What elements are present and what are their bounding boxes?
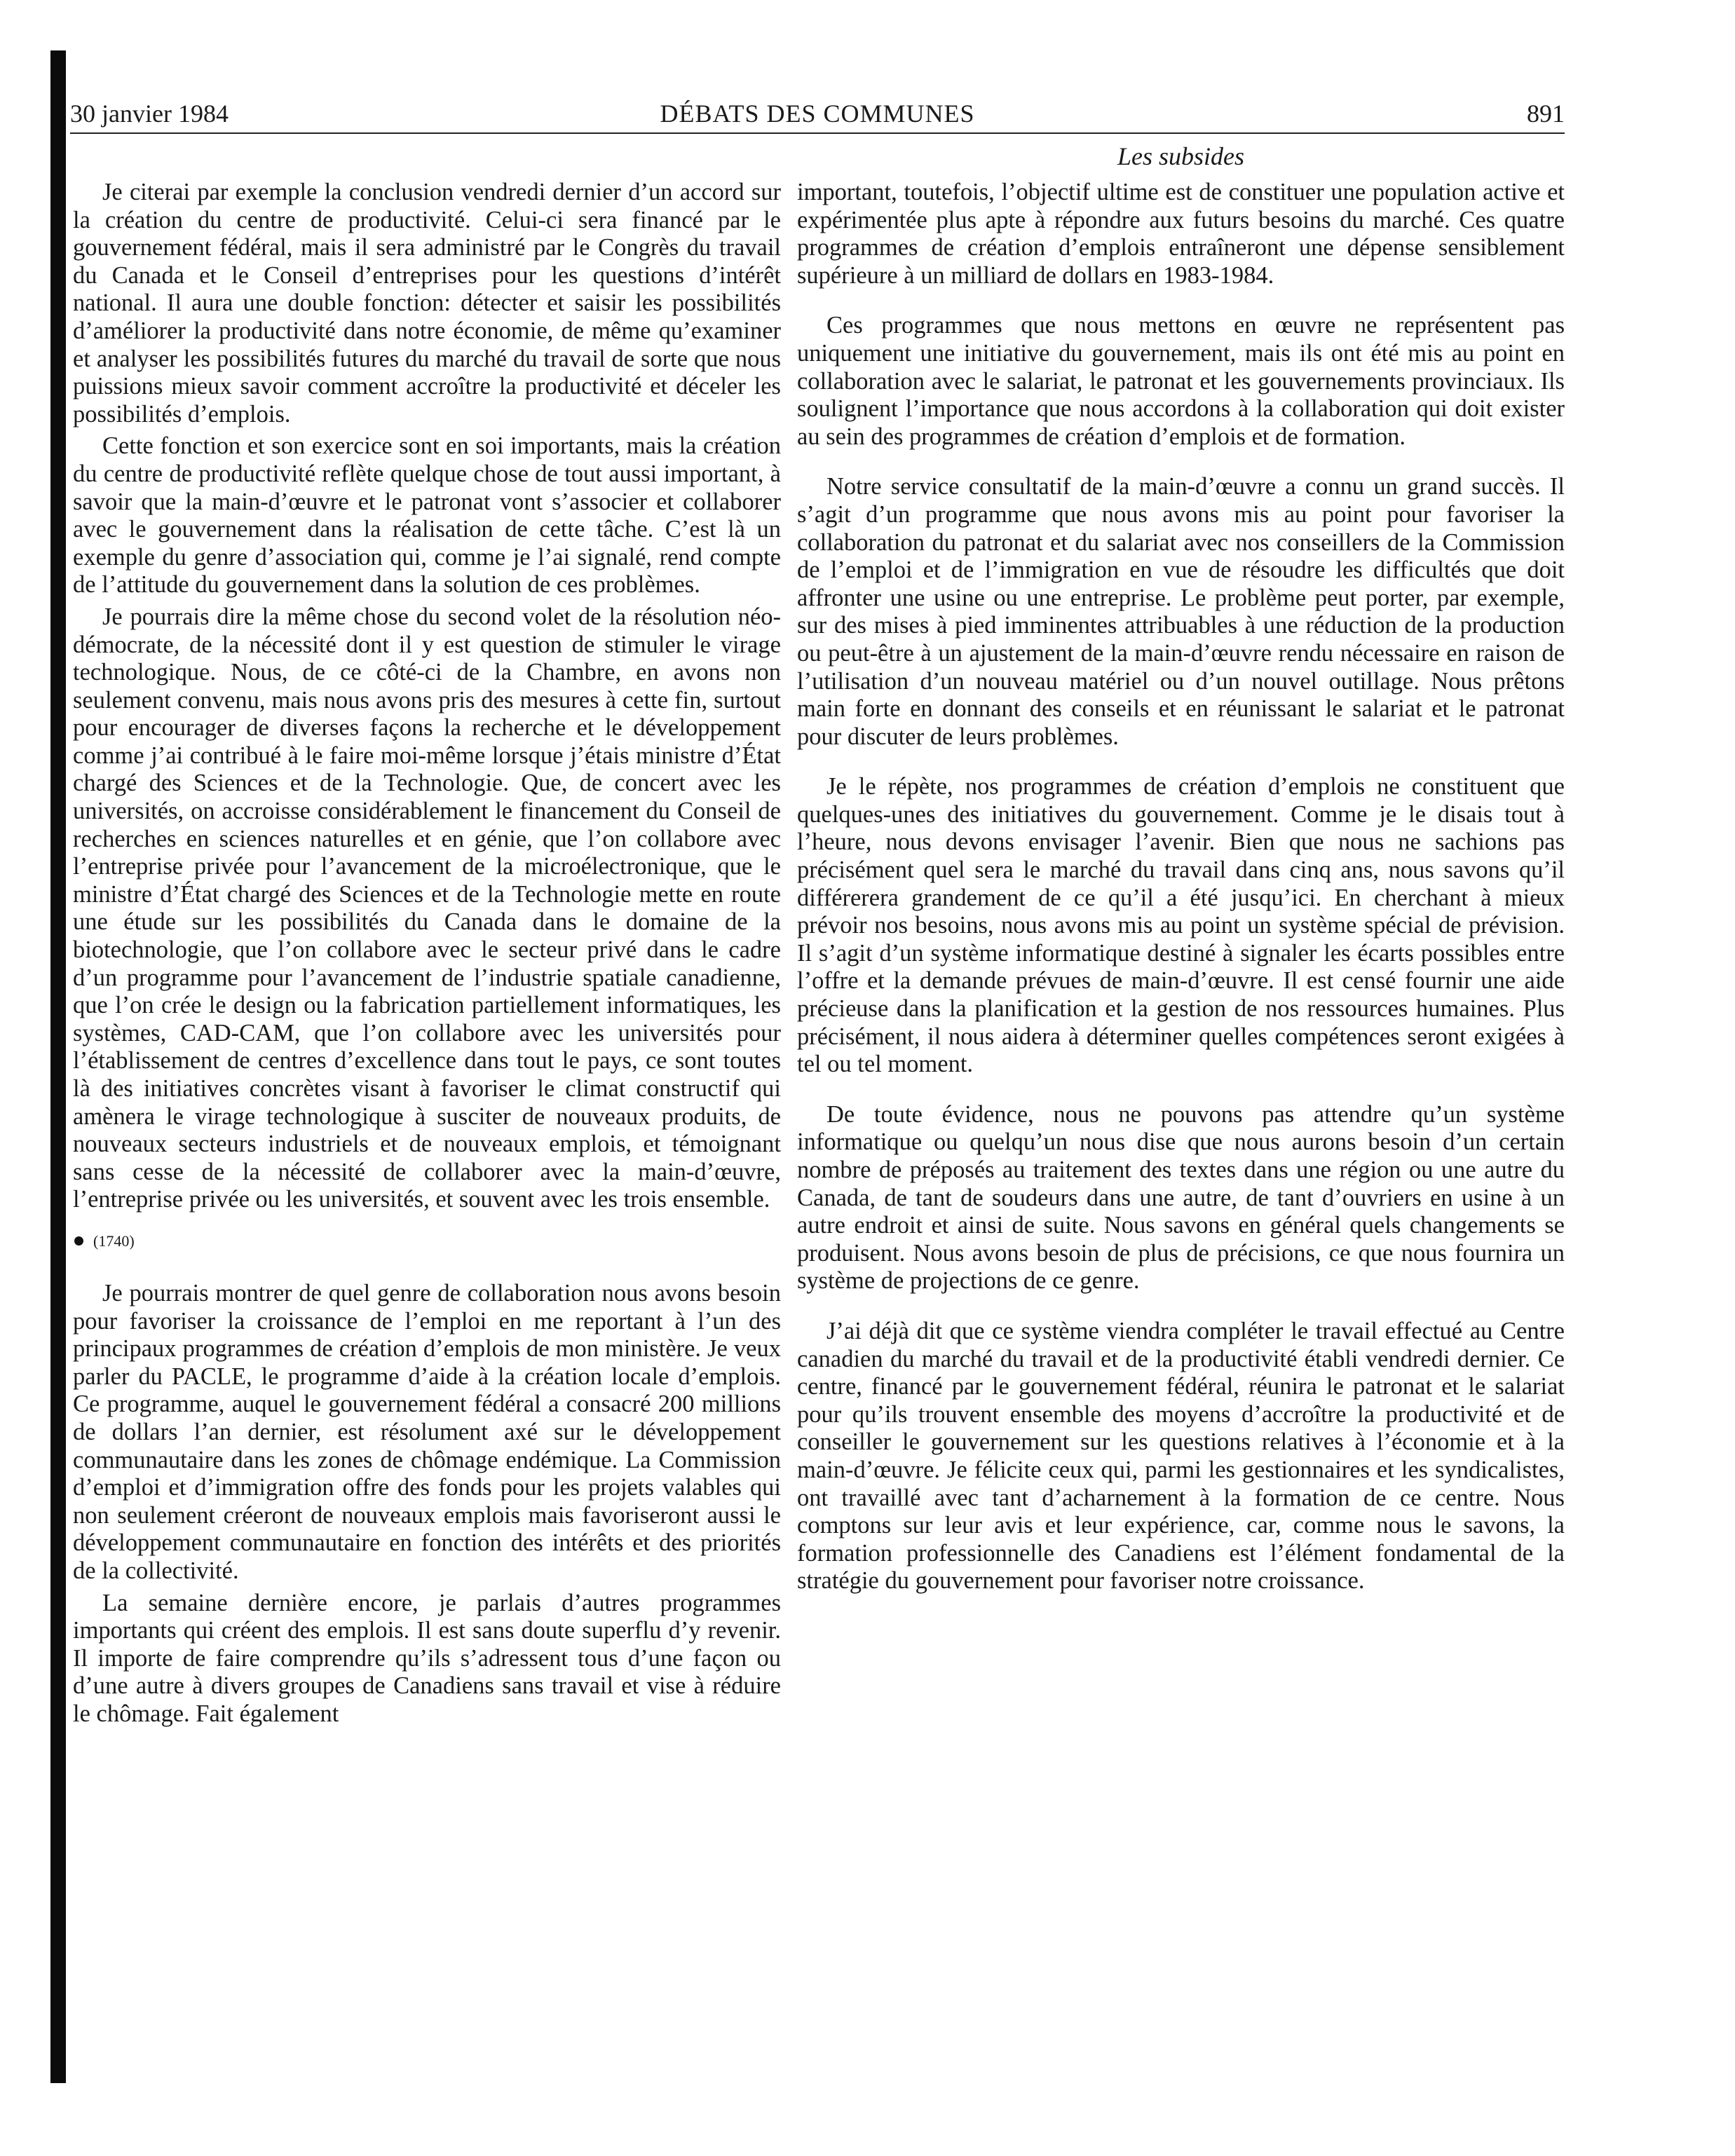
paragraph: Je citerai par exemple la conclusion vendredi dernier d’un accord sur la création du centre de productivité. Celui-ci sera financé par le gouvernement fédéral, mais il sera administré par le Congrès du travail du Canada et le Conseil d’entreprises pour les questions d’intérêt national. Il aura une double fonction: détecter et saisir les possibilités d’améliorer la productivité dans notre économie, de même qu’examiner et analyser les possibilités futures du marché du travail de sorte que nous puissions mieux savoir comment accroître la productivité et déceler les possibilités d’emplois. xyxy=(73,179,781,428)
header-date: 30 janvier 1984 xyxy=(70,100,229,128)
paragraph: Je pourrais dire la même chose du second volet de la résolution néo-démocrate, de la nécessité dont il y est question de stimuler le virage technologique. Nous, de ce côté-ci de la Chambre, en avons non seulement convenu, mais nous avons pris des mesures à cette fin, surtout pour encourager de diverses façons la recherche et le développement comme j’ai contribué à le faire moi-même lorsque j’étais ministre d’État chargé des Sciences et de la Technologie. Que, de concert avec les universités, on accroisse considérablement le financement du Conseil de recherches en sciences naturelles et en génie, que l’on collabore avec l’entreprise privée pour l’avancement de la microélectronique, que le ministre d’État chargé des Sciences et de la Technologie mette en route une étude sur les possibilités du Canada dans le domaine de la biotechnologie, que l’on collabore avec le secteur privé dans le cadre d’un programme pour l’avancement de l’industrie spatiale canadienne, que l’on crée le design ou la fabrication partiellement informatiques, les systèmes, CAD-CAM, que l’on collabore avec les universités pour l’établissement de centres d’excellence dans tout le pays, ce sont toutes là des initiatives concrètes visant à favoriser le climat constructif qui amènera le virage technologique à susciter de nouveaux produits, de nouveaux secteurs industriels et de nouveaux emplois, et témoignant sans cesse de la nécessité de collaborer avec la main-d’œuvre, l’entreprise privée ou les universités, et souvent avec les trois ensemble. xyxy=(73,603,781,1213)
paragraph: Ces programmes que nous mettons en œuvre ne représentent pas uniquement une initiative du gouvernement, mais ils ont été mis au point en collaboration avec le salariat, le patronat et les gouvernements provinciaux. Ils soulignent l’importance que nous accordons à la collaboration qui doit exister au sein des programmes de création d’emplois et de formation. xyxy=(797,312,1565,450)
paragraph: Je le répète, nos programmes de création d’emplois ne constituent que quelques-unes des initiatives du gouvernement. Comme je le disais tout à l’heure, nous devons envisager l’avenir. Bien que nous ne sachions pas précisément quel sera le marché du travail dans cinq ans, nous savons qu’il différerera grandement de ce qu’il a été jusqu’ici. En cherchant à mieux prévoir nos besoins, nous avons mis au point un système spécial de prévision. Il s’agit d’un système informatique destiné à signaler les écarts possibles entre l’offre et la demande prévues de main-d’œuvre. Il est censé fournir une aide précieuse dans la planification et la gestion de nos ressources humaines. Plus précisément, il nous aidera à déterminer quelles compétences seront exigées à tel ou tel moment. xyxy=(797,773,1565,1078)
scan-edge-strip xyxy=(50,50,66,2083)
time-marker xyxy=(73,1231,781,1252)
running-header xyxy=(70,95,1565,134)
left-column xyxy=(73,179,781,1732)
time-marker-label: (1740) xyxy=(93,1231,135,1250)
paragraph: La semaine dernière encore, je parlais d’autres programmes importants qui créent des emplois. Il est sans doute superflu d’y revenir. Il importe de faire comprendre qu’ils s’adressent tous d’une façon ou d’une autre à divers groupes de Canadiens sans travail et vise à réduire le chômage. Fait également xyxy=(73,1589,781,1727)
paragraph: Cette fonction et son exercice sont en soi importants, mais la création du centre de productivité reflète quelque chose de tout aussi important, à savoir que la main-d’œuvre et le patronat vont s’associer et collaborer avec le gouvernement dans la réalisation de cette tâche. C’est là un exemple du genre d’association qui, comme je l’ai signalé, rend compte de l’attitude du gouvernement dans la solution de ces problèmes. xyxy=(73,432,781,599)
bullet-icon xyxy=(74,1236,83,1246)
paragraph: Notre service consultatif de la main-d’œuvre a connu un grand succès. Il s’agit d’un programme que nous avons mis au point pour favoriser la collaboration du patronat et du salariat avec nos conseillers de la Commission de l’emploi et de l’immigration en vue de résoudre les difficultés que doit affronter une usine ou une entreprise. Le problème peut porter, par exemple, sur des mises à pied imminentes attribuables à une réduction de la production ou peut-être à un ajustement de la main-d’œuvre rendu nécessaire en raison de l’utilisation d’un nouveau matériel ou d’un nouvel outillage. Nous prêtons main forte en donnant des conseils et en réunissant le salariat et le patronat pour discuter de leurs problèmes. xyxy=(797,473,1565,750)
subsection-heading: Les subsides xyxy=(1117,142,1245,170)
page-number: 891 xyxy=(1527,100,1565,128)
paragraph: important, toutefois, l’objectif ultime est de constituer une population active et expérimentée plus apte à répondre aux futurs besoins du marché. Ces quatre programmes de création d’emplois entraîneront une dépense sensiblement supérieure à un milliard de dollars en 1983-1984. xyxy=(797,179,1565,289)
paragraph: De toute évidence, nous ne pouvons pas attendre qu’un système informatique ou quelqu’un nous dise que nous aurons besoin d’un certain nombre de préposés au traitement des textes dans une région ou une autre du Canada, de tant de soudeurs dans une autre, de tant d’ouvriers en usine à un autre endroit et ainsi de suite. Nous savons en général quels changements se produisent. Nous avons besoin de plus de précisions, ce que nous fournira un système de projections de ce genre. xyxy=(797,1100,1565,1295)
paragraph: Je pourrais montrer de quel genre de collaboration nous avons besoin pour favoriser la croissance de l’emploi en me reportant à l’un des principaux programmes de création d’emplois de mon ministère. Je veux parler du PACLE, le programme d’aide à la création locale d’emplois. Ce programme, auquel le gouvernement fédéral a consacré 200 millions de dollars l’an dernier, est résolument axé sur le développement communautaire dans les zones de chômage endémique. La Commission d’emploi et d’immigration offre des fonds pour les projets valables qui non seulement créeront de nouveaux emplois mais favoriseront aussi le développement communautaire en fonction des intérêts et des priorités de la collectivité. xyxy=(73,1279,781,1584)
right-column xyxy=(797,179,1565,1618)
header-title: DÉBATS DES COMMUNES xyxy=(660,100,975,128)
paragraph: J’ai déjà dit que ce système viendra compléter le travail effectué au Centre canadien du marché du travail et de la productivité établi vendredi dernier. Ce centre, financé par le gouvernement fédéral, réunira le patronat et le salariat pour qu’ils trouvent ensemble des moyens d’accroître la productivité et de conseiller le gouvernement sur les questions relatives à l’économie et à la main-d’œuvre. Je félicite ceux qui, parmi les gestionnaires et les syndicalistes, ont travaillé avec tant d’acharnement à la formation de ce centre. Nous comptons sur leur avis et leur expérience, car, comme nous le savons, la formation professionnelle des Canadiens est l’élément fondamental de la stratégie du gouvernement pour favoriser notre croissance. xyxy=(797,1317,1565,1595)
